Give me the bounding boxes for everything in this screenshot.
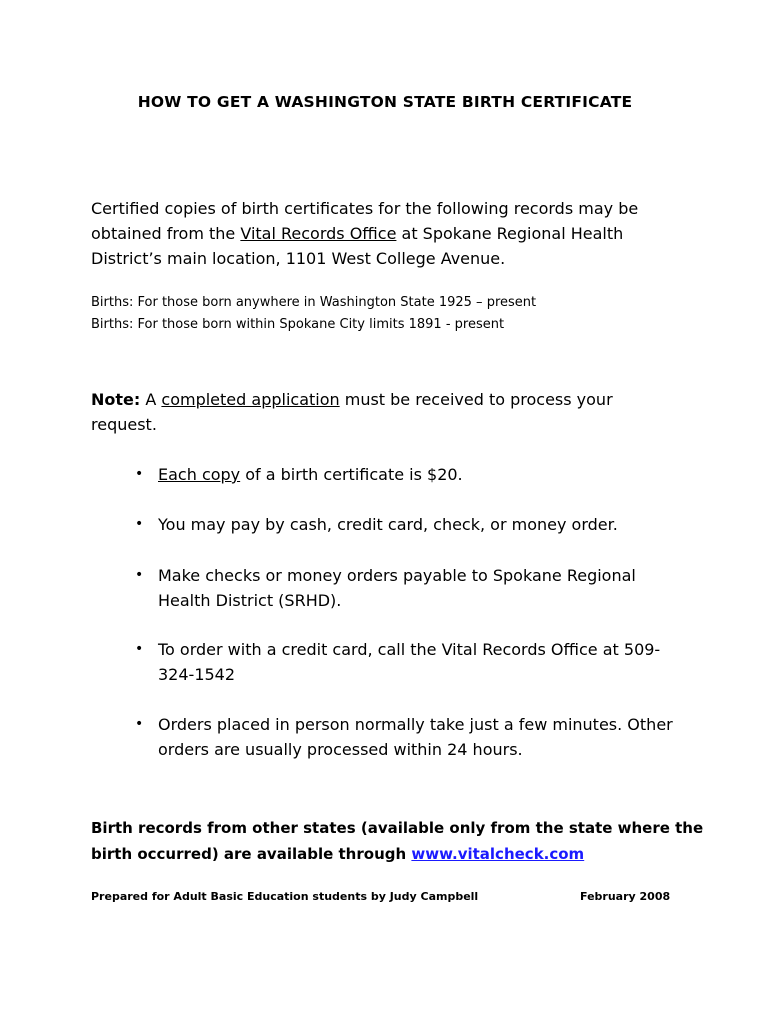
bullet-text: of a birth certificate is $20. [240, 465, 463, 484]
list-item [91, 712, 691, 762]
vitalcheck-link[interactable]: www.vitalcheck.com [411, 845, 585, 863]
bullet-text: You may pay by cash, credit card, check, or money order. [158, 515, 618, 534]
bullet-icon: • [135, 516, 144, 532]
intro-paragraph [91, 196, 691, 271]
bullet-icon: • [135, 567, 144, 583]
list-item [91, 512, 691, 537]
note-text-2: must be received to process your request. [91, 390, 613, 434]
births-list [91, 292, 691, 336]
note-paragraph [91, 387, 661, 437]
bullet-icon: • [135, 466, 144, 482]
bullet-text: Make checks or money orders payable to Spokane Regional Health District (SRHD). [158, 566, 636, 610]
each-copy-link[interactable]: Each copy [158, 465, 241, 484]
bullet-text: Orders placed in person normally take just a few minutes. Other orders are usually processed within 24 hours. [158, 715, 673, 759]
note-text-1: A [140, 390, 162, 409]
vital-records-office-link[interactable]: Vital Records Office [240, 224, 397, 243]
list-item [91, 462, 691, 487]
footer-prepared-by: Prepared for Adult Basic Education students by Judy Campbell [91, 890, 479, 903]
intro-text-1: Certified copies of birth certificates for the following records may be obtained from the [91, 199, 639, 243]
births-line-city: Births: For those born within Spokane City limits 1891 - present [91, 317, 505, 332]
completed-application-link[interactable]: completed application [161, 390, 340, 409]
list-item [91, 637, 691, 687]
births-line-state: Births: For those born anywhere in Washington State 1925 – present [91, 295, 537, 310]
page-title: HOW TO GET A WASHINGTON STATE BIRTH CERTIFICATE [137, 93, 633, 111]
bullet-icon: • [135, 641, 144, 657]
other-states-paragraph [91, 815, 711, 867]
other-states-text: Birth records from other states (available only from the state where the birth occurred) are available through [91, 819, 704, 863]
bullet-text: To order with a credit card, call the Vital Records Office at 509-324-1542 [158, 640, 661, 684]
intro-text-2: at Spokane Regional Health District’s main location, 1101 West College Avenue. [91, 224, 624, 268]
info-bullet-list [91, 462, 691, 762]
list-item [91, 563, 691, 613]
bullet-icon: • [135, 716, 144, 732]
footer-date: February 2008 [580, 890, 671, 903]
note-label: Note: [91, 390, 141, 409]
